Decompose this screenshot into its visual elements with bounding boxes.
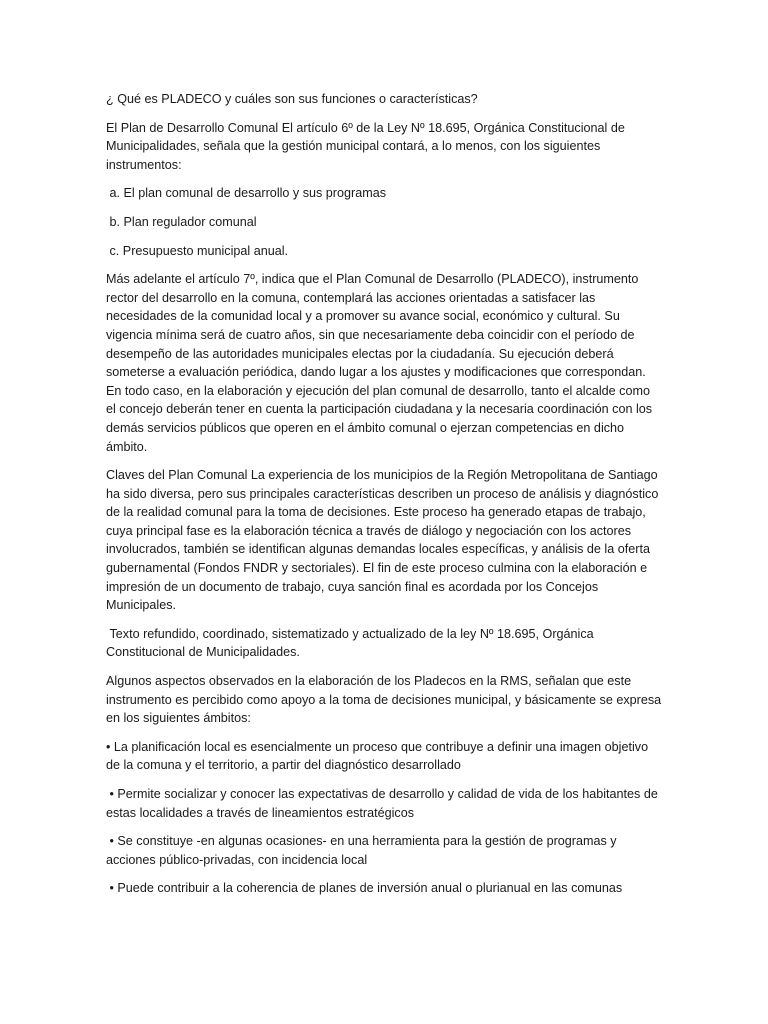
instrument-item-b: b. Plan regulador comunal bbox=[106, 214, 257, 229]
instrument-item-c: c. Presupuesto municipal anual. bbox=[106, 243, 289, 258]
texto-refundido-paragraph: Texto refundido, coordinado, sistematizado y actualizado de la ley Nº 18.695, Orgánica Constitucional de Municipalidades. bbox=[106, 626, 598, 660]
bullet-item: • Puede contribuir a la coherencia de planes de inversión anual o plurianual en las comunas bbox=[106, 881, 623, 896]
bullet-item: • Permite socializar y conocer las expectativas de desarrollo y calidad de vida de los habitantes de estas localidades a través de lineamientos estratégicos bbox=[106, 787, 662, 820]
article7-paragraph: Más adelante el artículo 7º, indica que el Plan Comunal de Desarrollo (PLADECO), instrumento rector del desarrollo en la comuna, contemplará las acciones orientadas a satisfacer las necesidades de la comunidad local y a promover su avance social, económico y cultural. Su vigencia mínima será de cuatro años, sin que necesariamente deba coincidir con el período de desempeño de las autoridades municipales electas por la ciudadanía. Su ejecución deberá someterse a evaluación periódica, dando lugar a los ajustes y modificaciones que correspondan. En todo caso, en la elaboración y ejecución del plan comunal de desarrollo, tanto el alcalde como el concejo deberán tener en cuenta la participación ciudadana y la necesaria coordinación con los demás servicios públicos que operen en el ámbito comunal o ejerzan competencias en dicho ámbito. bbox=[106, 272, 653, 454]
question-heading: ¿ Qué es PLADECO y cuáles son sus funciones o características? bbox=[106, 92, 478, 106]
aspectos-paragraph: Algunos aspectos observados en la elaboración de los Pladecos en la RMS, señalan que este instrumento es percibido como apoyo a la toma de decisiones municipal, y básicamente se expresa en los siguientes ámbitos: bbox=[106, 674, 662, 726]
bullet-item: • Se constituye -en algunas ocasiones- en una herramienta para la gestión de programas y acciones público-privadas, con incidencia local bbox=[106, 834, 621, 867]
intro-paragraph: El Plan de Desarrollo Comunal El artículo 6º de la Ley Nº 18.695, Orgánica Constitucional de Municipalidades, señala que la gestión municipal contará, a lo menos, con los siguientes instrumentos: bbox=[106, 120, 625, 172]
bullet-item: • La planificación local es esencialmente un proceso que contribuye a definir una imagen objetivo de la comuna y el territorio, a partir del diagnóstico desarrollado bbox=[106, 739, 652, 773]
claves-paragraph: Claves del Plan Comunal La experiencia de los municipios de la Región Metropolitana de Santiago ha sido diversa, pero sus principales características describen un proceso de análisis y diagnóstico de la realidad comunal para la toma de decisiones. Este proceso ha generado etapas de trabajo, cuya principal fase es la elaboración técnica a través de diálogo y negociación con los actores involucrados, también se identifican algunas demandas locales específicas, y análisis de la oferta gubernamental (Fondos FNDR y sectoriales). El fin de este proceso culmina con la elaboración e impresión de un documento de trabajo, cuya sanción final es acordada por los Concejos Municipales. bbox=[106, 468, 659, 613]
instrument-item-a: a. El plan comunal de desarrollo y sus programas bbox=[106, 186, 387, 201]
document-page bbox=[106, 90, 662, 908]
